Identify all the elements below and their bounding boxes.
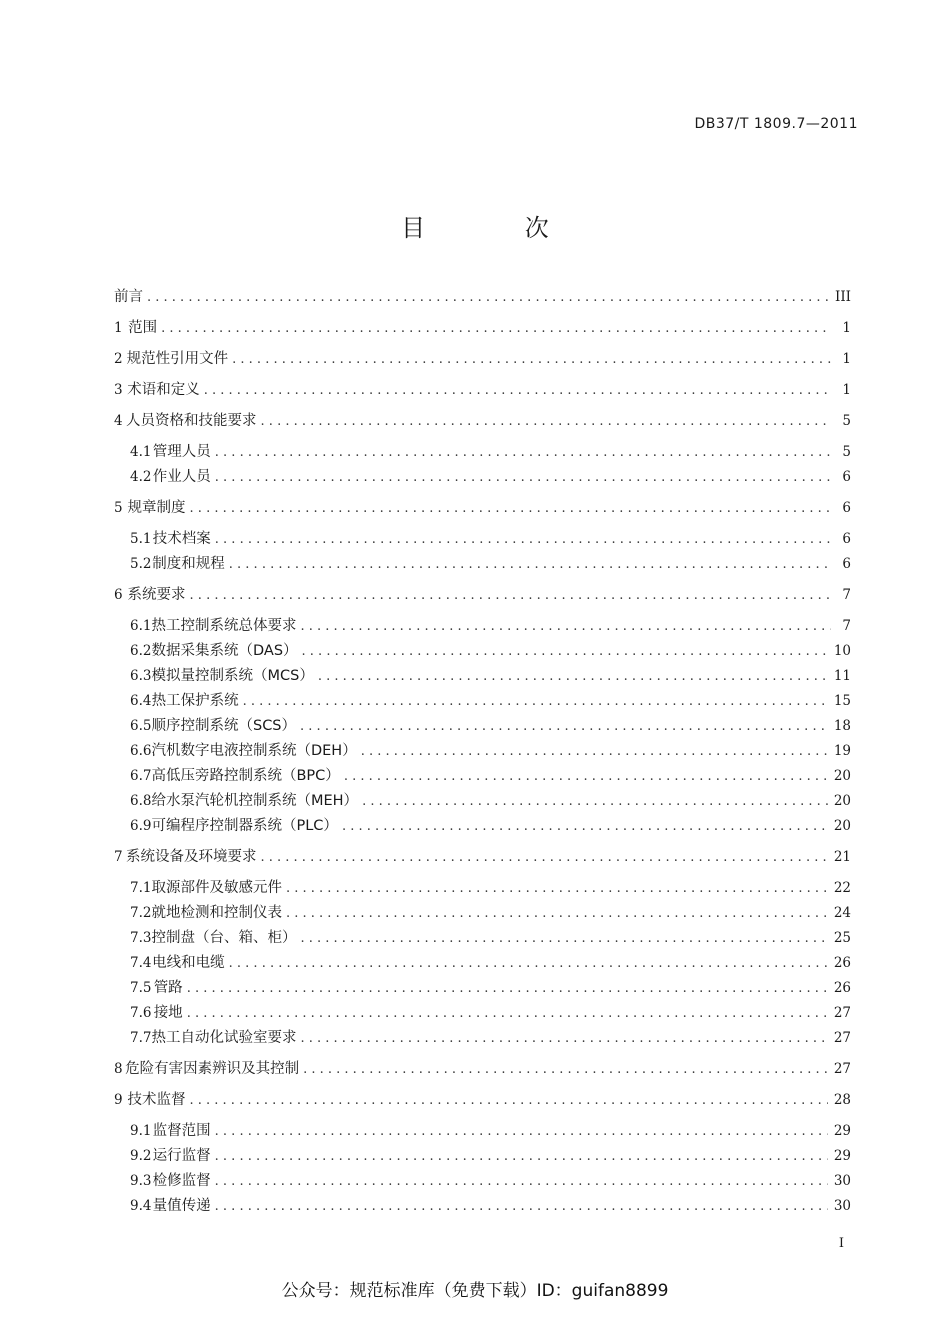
toc-leader-dots	[286, 903, 828, 925]
toc-leader-dots	[229, 554, 831, 576]
toc-entry[interactable]	[130, 715, 851, 737]
toc-leader-dots	[215, 467, 831, 489]
toc-entry-label: 取源部件及敏感元件	[151, 880, 282, 896]
toc-entry-label: 管理人员	[152, 444, 211, 460]
toc-leader-dots	[318, 666, 828, 688]
toc-leader-dots	[187, 978, 828, 1000]
toc-entry-page: 18	[833, 718, 851, 734]
toc-entry-label: 前言	[114, 289, 143, 305]
toc-entry-label: 技术档案	[152, 531, 211, 547]
toc-entry-page: 27	[833, 1005, 851, 1021]
toc-leader-dots	[243, 691, 828, 713]
toc-entry-number: 6.4	[130, 693, 152, 709]
toc-leader-dots	[261, 411, 831, 433]
toc-entry-page: 6	[842, 469, 851, 485]
toc-entry-label: 危险有害因素辨识及其控制	[125, 1061, 300, 1077]
toc-entry[interactable]	[114, 846, 851, 868]
toc-leader-dots	[215, 529, 831, 551]
toc-entry-number: 5.1	[130, 531, 152, 547]
toc-entry[interactable]	[130, 877, 851, 899]
toc-entry-number: 3	[114, 382, 123, 398]
toc-leader-dots	[302, 641, 828, 663]
toc-entry-label: 电线和电缆	[152, 955, 225, 971]
toc-entry-number: 6.7	[130, 768, 152, 784]
toc-entry-page: 20	[833, 818, 851, 834]
toc-entry-page: 28	[833, 1092, 851, 1108]
toc-entry-page: 21	[833, 849, 851, 865]
toc-entry-number: 7.6	[130, 1005, 152, 1021]
toc-entry-page: 26	[833, 980, 851, 996]
toc-entry-number: 7.4	[130, 955, 152, 971]
toc-entry[interactable]	[114, 1058, 851, 1080]
toc-entry[interactable]	[130, 740, 851, 762]
toc-leader-dots	[300, 616, 831, 638]
toc-entry-label: 规章制度	[127, 500, 186, 516]
toc-leader-dots	[344, 766, 828, 788]
toc-entry-page: 10	[833, 643, 851, 659]
toc-entry-page: 1	[842, 351, 851, 367]
page-title: 目 次	[401, 214, 595, 242]
toc-entry-number: 9	[114, 1092, 123, 1108]
toc-entry[interactable]	[114, 497, 851, 519]
toc-entry-page: 5	[842, 413, 851, 429]
toc-leader-dots	[190, 585, 831, 607]
toc-leader-dots	[190, 498, 831, 520]
toc-entry-number: 6	[114, 587, 123, 603]
toc-entry-page: 1	[842, 382, 851, 398]
toc-entry[interactable]	[130, 640, 851, 662]
toc-entry-label: 汽机数字电液控制系统（DEH）	[151, 743, 357, 759]
toc-entry-number: 7.7	[130, 1030, 152, 1046]
toc-entry-page: 5	[842, 444, 851, 460]
toc-leader-dots	[161, 318, 831, 340]
toc-entry[interactable]	[130, 790, 851, 812]
toc-leader-dots	[147, 287, 829, 309]
toc-entry-label: 热工自动化试验室要求	[151, 1030, 297, 1046]
toc-entry-number: 8	[114, 1061, 123, 1077]
toc-entry[interactable]	[130, 765, 851, 787]
toc-entry-label: 作业人员	[152, 469, 211, 485]
toc-entry-page: 22	[833, 880, 851, 896]
toc-entry-label: 管路	[153, 980, 183, 996]
toc-entry-number: 6.1	[130, 618, 152, 634]
toc-leader-dots	[187, 1003, 828, 1025]
toc-entry-label: 系统要求	[127, 587, 186, 603]
toc-entry-label: 接地	[153, 1005, 183, 1021]
toc-entry-number: 6.8	[130, 793, 152, 809]
toc-entry-page: 27	[833, 1061, 851, 1077]
toc-leader-dots	[215, 1146, 828, 1168]
toc-entry-page: 11	[833, 668, 851, 684]
toc-entry-page: 25	[833, 930, 851, 946]
toc-entry[interactable]	[130, 902, 851, 924]
toc-entry[interactable]	[130, 1120, 851, 1142]
toc-entry-number: 7.1	[130, 880, 152, 896]
toc-entry[interactable]	[130, 977, 851, 999]
toc-entry-label: 制度和规程	[152, 556, 225, 572]
toc-leader-dots	[300, 928, 827, 950]
toc-entry[interactable]	[114, 584, 851, 606]
toc-leader-dots	[204, 380, 831, 402]
toc-entry-label: 控制盘（台、箱、柜）	[151, 930, 297, 946]
toc-entry[interactable]	[130, 952, 851, 974]
toc-entry-page: 6	[842, 500, 851, 516]
toc-entry-label: 模拟量控制系统（MCS）	[151, 668, 314, 684]
toc-entry[interactable]	[130, 553, 851, 575]
toc-entry[interactable]	[130, 1170, 851, 1192]
toc-entry-page: III	[835, 289, 851, 305]
toc-entry-number: 6.3	[130, 668, 152, 684]
toc-entry[interactable]	[114, 1089, 851, 1111]
toc-entry-label: 高低压旁路控制系统（BPC）	[151, 768, 340, 784]
toc-leader-dots	[229, 953, 828, 975]
toc-entry-label: 规范性引用文件	[126, 351, 229, 367]
toc-leader-dots	[300, 716, 828, 738]
toc-entry-label: 运行监督	[152, 1148, 211, 1164]
toc-entry[interactable]	[130, 1145, 851, 1167]
toc-entry[interactable]	[130, 1195, 851, 1217]
toc-entry-label: 人员资格和技能要求	[126, 413, 257, 429]
toc-entry-number: 2	[114, 351, 123, 367]
toc-entry-label: 顺序控制系统（SCS）	[151, 718, 297, 734]
toc-entry-label: 术语和定义	[127, 382, 200, 398]
toc-entry-number: 4.1	[130, 444, 152, 460]
toc-leader-dots	[342, 816, 828, 838]
toc-entry[interactable]	[130, 441, 851, 463]
toc-leader-dots	[215, 1171, 828, 1193]
toc-leader-dots	[362, 791, 828, 813]
toc-entry-page: 19	[833, 743, 851, 759]
page-number: I	[838, 1236, 844, 1251]
toc-entry-label: 量值传递	[152, 1198, 211, 1214]
toc-entry[interactable]	[130, 466, 851, 488]
toc-entry-label: 数据采集系统（DAS）	[151, 643, 298, 659]
toc-entry[interactable]	[130, 927, 851, 949]
toc-leader-dots	[215, 442, 831, 464]
toc-entry-number: 6.5	[130, 718, 152, 734]
toc-entry-number: 6.2	[130, 643, 152, 659]
toc-entry[interactable]	[130, 690, 851, 712]
toc-entry-label: 热工保护系统	[151, 693, 239, 709]
toc-entry[interactable]	[130, 815, 851, 837]
toc-entry-number: 7.5	[130, 980, 152, 996]
toc-entry-page: 20	[833, 793, 851, 809]
toc-leader-dots	[260, 847, 827, 869]
toc-entry-number: 4.2	[130, 469, 152, 485]
toc-leader-dots	[189, 1090, 827, 1112]
toc-entry-label: 就地检测和控制仪表	[151, 905, 282, 921]
toc-entry-page: 27	[833, 1030, 851, 1046]
toc-leader-dots	[215, 1196, 828, 1218]
toc-entry-number: 9.3	[130, 1173, 152, 1189]
toc-entry-number: 6.9	[130, 818, 152, 834]
toc-entry-label: 检修监督	[152, 1173, 211, 1189]
toc-entry-number: 5.2	[130, 556, 152, 572]
toc-entry-page: 20	[833, 768, 851, 784]
toc-entry[interactable]	[130, 615, 851, 637]
toc-entry-page: 15	[833, 693, 851, 709]
watermark-text: 公众号：规范标准库（免费下载）ID：guifan8899	[281, 1281, 669, 1301]
toc-entry-number: 4	[114, 413, 123, 429]
toc-leader-dots	[232, 349, 831, 371]
toc-entry-page: 24	[833, 905, 851, 921]
toc-entry-page: 30	[833, 1198, 851, 1214]
toc-entry-label: 范围	[128, 320, 158, 336]
toc-leader-dots	[300, 1028, 827, 1050]
toc-entry-number: 7	[114, 849, 123, 865]
toc-entry-number: 1	[114, 320, 123, 336]
toc-entry[interactable]	[130, 528, 851, 550]
toc-entry-number: 9.4	[130, 1198, 152, 1214]
toc-entry-page: 29	[833, 1148, 851, 1164]
toc-entry[interactable]	[114, 410, 851, 432]
toc-entry-page: 7	[842, 618, 851, 634]
toc-entry-number: 5	[114, 500, 123, 516]
toc-entry-page: 30	[833, 1173, 851, 1189]
toc-entry-number: 7.3	[130, 930, 152, 946]
toc-entry-number: 6.6	[130, 743, 152, 759]
toc-entry-label: 可编程序控制器系统（PLC）	[151, 818, 338, 834]
standard-code: DB37/T 1809.7—2011	[694, 116, 858, 132]
toc-entry[interactable]	[114, 348, 851, 370]
toc-entry-label: 系统设备及环境要求	[125, 849, 257, 865]
toc-entry-label: 监督范围	[152, 1123, 211, 1139]
toc-entry-label: 技术监督	[127, 1092, 186, 1108]
toc-entry-page: 6	[842, 531, 851, 547]
toc-entry-page: 6	[842, 556, 851, 572]
toc-entry[interactable]	[114, 379, 851, 401]
toc-leader-dots	[215, 1121, 828, 1143]
toc-entry[interactable]	[114, 286, 851, 308]
toc-entry-number: 9.1	[130, 1123, 152, 1139]
toc-entry-page: 1	[842, 320, 851, 336]
toc-entry-number: 9.2	[130, 1148, 152, 1164]
toc-leader-dots	[361, 741, 828, 763]
toc-entry-number: 7.2	[130, 905, 152, 921]
toc-entry-label: 给水泵汽轮机控制系统（MEH）	[151, 793, 359, 809]
toc-entry-label: 热工控制系统总体要求	[151, 618, 297, 634]
toc-entry[interactable]	[114, 317, 851, 339]
toc-entry-page: 29	[833, 1123, 851, 1139]
toc-entry[interactable]	[130, 665, 851, 687]
toc-entry-page: 7	[842, 587, 851, 603]
toc-leader-dots	[286, 878, 828, 900]
toc-entry[interactable]	[130, 1027, 851, 1049]
toc-entry-page: 26	[833, 955, 851, 971]
toc-entry[interactable]	[130, 1002, 851, 1024]
toc-leader-dots	[303, 1059, 828, 1081]
